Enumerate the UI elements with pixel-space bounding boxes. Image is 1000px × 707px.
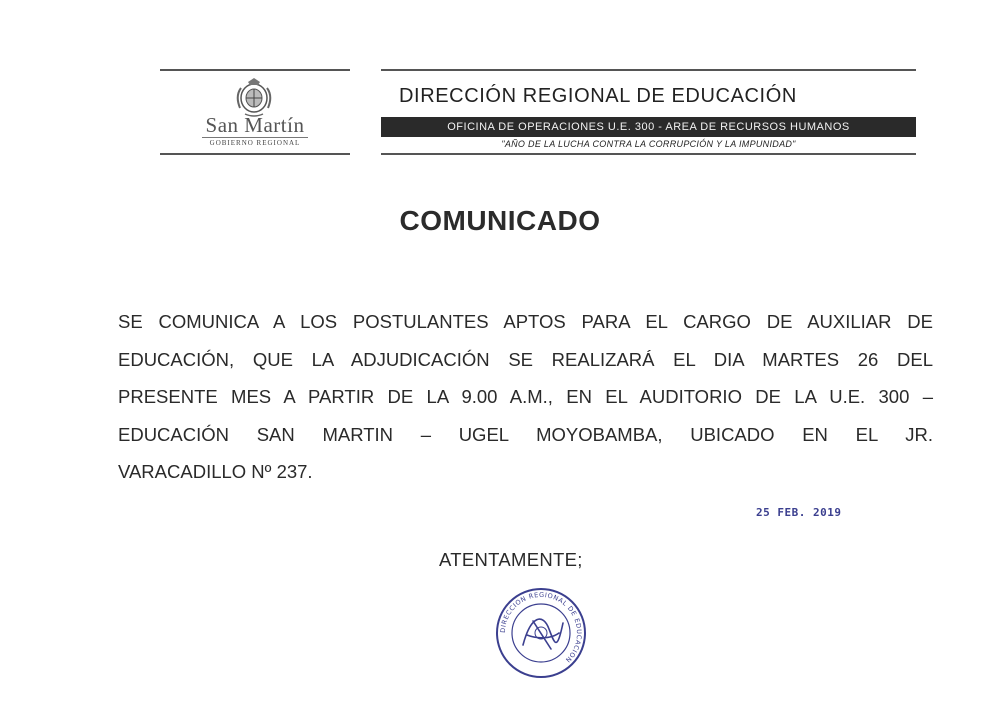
document-title: COMUNICADO: [399, 205, 601, 236]
logo-subtitle: GOBIERNO REGIONAL: [209, 139, 301, 147]
header-top-rule: [381, 69, 916, 71]
announcement-body: [118, 303, 933, 491]
body-line: VARACADILLO Nº 237.: [118, 461, 313, 482]
logo-name: San Martín: [205, 113, 305, 137]
logo-bottom-rule: [160, 153, 350, 155]
office-banner: OFICINA DE OPERACIONES U.E. 300 - AREA DE RECURSOS HUMANOS: [381, 117, 916, 137]
coat-of-arms-icon: [231, 76, 277, 118]
body-line: SE COMUNICA A LOS POSTULANTES APTOS PARA EL CARGO DE AUXILIAR DE: [118, 311, 933, 332]
body-line: EDUCACIÓN SAN MARTIN – UGEL MOYOBAMBA, UBICADO EN EL JR.: [118, 423, 933, 445]
closing-salutation: ATENTAMENTE;: [439, 549, 583, 570]
logo-divider: [202, 137, 308, 138]
institution-header: [381, 69, 916, 155]
regional-government-logo: [160, 69, 350, 155]
year-motto: "AÑO DE LA LUCHA CONTRA LA CORRUPCIÓN Y LA IMPUNIDAD": [501, 139, 796, 149]
body-line: EDUCACIÓN, QUE LA ADJUDICACIÓN SE REALIZARÁ EL DIA MARTES 26 DEL: [118, 348, 933, 370]
date-stamp: 25 FEB. 2019: [756, 506, 842, 519]
seal-text: DIRECCION REGIONAL DE EDUCACION: [498, 590, 584, 665]
official-seal-stamp: [493, 585, 589, 681]
institution-title: DIRECCIÓN REGIONAL DE EDUCACIÓN: [399, 85, 797, 107]
svg-text:DIRECCION REGIONAL DE EDUCACIO: [499, 591, 583, 664]
body-line: PRESENTE MES A PARTIR DE LA 9.00 A.M., EN EL AUDITORIO DE LA U.E. 300 –: [118, 386, 933, 407]
header-bottom-rule: [381, 153, 916, 155]
logo-top-rule: [160, 69, 350, 71]
